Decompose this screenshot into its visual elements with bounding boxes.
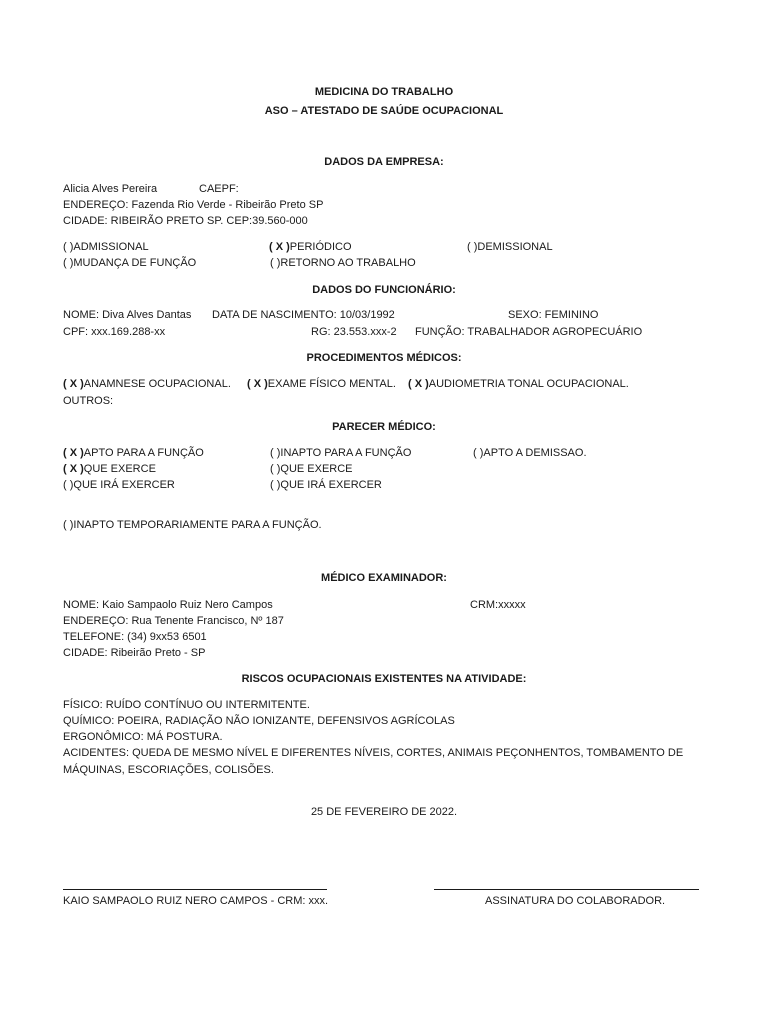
checkbox-mark: ( ) bbox=[63, 257, 74, 269]
section-heading-parecer: PARECER MÉDICO: bbox=[332, 421, 436, 433]
funcionario-nascimento: DATA DE NASCIMENTO: 10/03/1992 bbox=[212, 309, 395, 321]
checkbox-inapto-temporario bbox=[63, 519, 322, 532]
checkbox-demissional bbox=[467, 241, 553, 254]
checkbox-label: EXAME FÍSICO MENTAL. bbox=[267, 378, 396, 390]
funcionario-sexo: SEXO: FEMININO bbox=[508, 309, 599, 321]
risco-acidentes-line2: MÁQUINAS, ESCORIAÇÕES, COLISÕES. bbox=[63, 764, 274, 776]
checkbox-mark: ( X ) bbox=[408, 378, 429, 390]
checkbox-label: INAPTO TEMPORARIAMENTE PARA A FUNÇÃO. bbox=[73, 519, 322, 531]
checkbox-que-exerce-apto bbox=[63, 463, 156, 476]
document-date: 25 DE FEVEREIRO DE 2022. bbox=[310, 806, 458, 818]
signature-label-colaborador: ASSINATURA DO COLABORADOR. bbox=[485, 895, 666, 907]
checkbox-mark: ( ) bbox=[63, 241, 74, 253]
checkbox-que-ira-exercer-apto bbox=[63, 479, 175, 492]
risco-acidentes-line1: ACIDENTES: QUEDA DE MESMO NÍVEL E DIFERENTES NÍVEIS, CORTES, ANIMAIS PEÇONHENTOS, TOMBAMENTO DE bbox=[63, 747, 684, 759]
risco-ergonomico: ERGONÔMICO: MÁ POSTURA. bbox=[63, 731, 223, 743]
empresa-nome: Alicia Alves Pereira bbox=[63, 183, 158, 195]
medico-cidade: CIDADE: Ribeirão Preto - SP bbox=[63, 647, 206, 659]
checkbox-label: ADMISSIONAL bbox=[73, 241, 149, 253]
section-heading-procedimentos: PROCEDIMENTOS MÉDICOS: bbox=[306, 352, 462, 364]
section-heading-medico: MÉDICO EXAMINADOR: bbox=[321, 572, 447, 584]
medico-crm: CRM:xxxxx bbox=[470, 599, 526, 611]
checkbox-periodico bbox=[269, 241, 352, 254]
medico-nome: NOME: Kaio Sampaolo Ruiz Nero Campos bbox=[63, 599, 273, 611]
checkbox-apto-demissao bbox=[473, 447, 587, 460]
section-heading-funcionario: DADOS DO FUNCIONÁRIO: bbox=[312, 284, 456, 296]
checkbox-mark: ( ) bbox=[467, 241, 478, 253]
checkbox-label: INAPTO PARA A FUNÇÃO bbox=[280, 447, 412, 459]
checkbox-label: QUE EXERCE bbox=[83, 463, 156, 475]
checkbox-label: DEMISSIONAL bbox=[477, 241, 553, 253]
funcionario-nome: NOME: Diva Alves Dantas bbox=[63, 309, 192, 321]
funcionario-rg: RG: 23.553.xxx-2 bbox=[311, 326, 397, 338]
signature-line-colaborador bbox=[434, 889, 699, 890]
checkbox-label: QUE IRÁ EXERCER bbox=[280, 479, 382, 491]
risco-quimico: QUÍMICO: POEIRA, RADIAÇÃO NÃO IONIZANTE, DEFENSIVOS AGRÍCOLAS bbox=[63, 715, 455, 727]
risco-fisico: FÍSICO: RUÍDO CONTÍNUO OU INTERMITENTE. bbox=[63, 699, 310, 711]
medico-telefone: TELEFONE: (34) 9xx53 6501 bbox=[63, 631, 207, 643]
checkbox-mark: ( ) bbox=[63, 479, 74, 491]
checkbox-mark: ( ) bbox=[270, 463, 281, 475]
document-subtitle: ASO – ATESTADO DE SAÚDE OCUPACIONAL bbox=[264, 105, 504, 117]
document-title: MEDICINA DO TRABALHO bbox=[314, 86, 454, 98]
funcionario-cpf: CPF: xxx.169.288-xx bbox=[63, 326, 166, 338]
medico-endereco: ENDEREÇO: Rua Tenente Francisco, Nº 187 bbox=[63, 615, 284, 627]
empresa-cidade: CIDADE: RIBEIRÃO PRETO SP. CEP:39.560-000 bbox=[63, 215, 308, 227]
signature-line-medico bbox=[63, 889, 327, 890]
checkbox-label: MUDANÇA DE FUNÇÃO bbox=[73, 257, 197, 269]
checkbox-exame-fisico bbox=[247, 378, 396, 391]
checkbox-mark: ( X ) bbox=[63, 463, 84, 475]
checkbox-label: APTO PARA A FUNÇÃO bbox=[83, 447, 204, 459]
checkbox-mark: ( ) bbox=[270, 447, 281, 459]
checkbox-label: ANAMNESE OCUPACIONAL. bbox=[83, 378, 231, 390]
checkbox-mark: ( ) bbox=[473, 447, 484, 459]
checkbox-inapto bbox=[270, 447, 411, 460]
checkbox-que-ira-exercer-inapto bbox=[270, 479, 382, 492]
checkbox-apto bbox=[63, 447, 204, 460]
checkbox-que-exerce-inapto bbox=[270, 463, 353, 476]
checkbox-mark: ( X ) bbox=[63, 378, 84, 390]
checkbox-mark: ( ) bbox=[270, 257, 281, 269]
section-heading-empresa: DADOS DA EMPRESA: bbox=[324, 156, 444, 168]
checkbox-label: QUE EXERCE bbox=[280, 463, 353, 475]
checkbox-mudanca-funcao bbox=[63, 257, 196, 270]
funcionario-funcao: FUNÇÃO: TRABALHADOR AGROPECUÁRIO bbox=[415, 326, 643, 338]
checkbox-mark: ( ) bbox=[63, 519, 74, 531]
checkbox-mark: ( X ) bbox=[269, 241, 290, 253]
checkbox-audiometria bbox=[408, 378, 629, 391]
checkbox-label: PERIÓDICO bbox=[289, 241, 352, 253]
checkbox-mark: ( X ) bbox=[63, 447, 84, 459]
signature-label-medico: KAIO SAMPAOLO RUIZ NERO CAMPOS - CRM: xxx. bbox=[63, 895, 329, 907]
checkbox-anamnese bbox=[63, 378, 231, 391]
checkbox-mark: ( X ) bbox=[247, 378, 268, 390]
section-heading-riscos: RISCOS OCUPACIONAIS EXISTENTES NA ATIVIDADE: bbox=[241, 673, 527, 685]
checkbox-label: AUDIOMETRIA TONAL OCUPACIONAL. bbox=[428, 378, 629, 390]
procedimentos-outros: OUTROS: bbox=[63, 395, 114, 407]
empresa-caepf: CAEPF: bbox=[199, 183, 239, 195]
empresa-endereco: ENDEREÇO: Fazenda Rio Verde - Ribeirão Preto SP bbox=[63, 199, 324, 211]
checkbox-label: APTO A DEMISSAO. bbox=[483, 447, 587, 459]
checkbox-retorno-trabalho bbox=[270, 257, 416, 270]
checkbox-label: RETORNO AO TRABALHO bbox=[280, 257, 416, 269]
checkbox-admissional bbox=[63, 241, 149, 254]
checkbox-mark: ( ) bbox=[270, 479, 281, 491]
checkbox-label: QUE IRÁ EXERCER bbox=[73, 479, 175, 491]
